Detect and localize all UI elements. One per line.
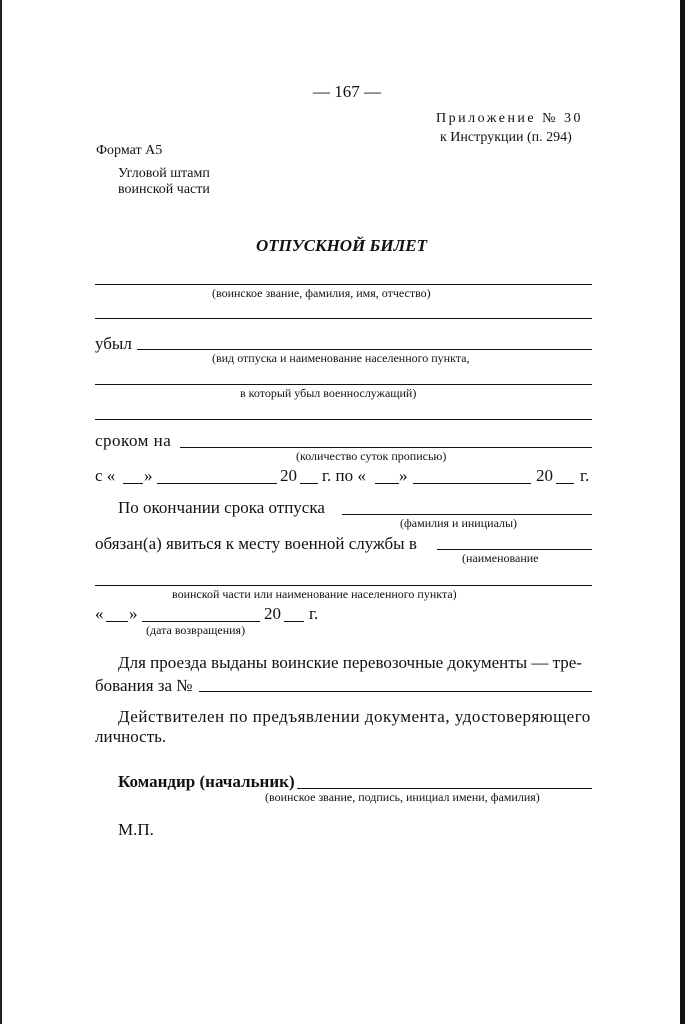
to-year-suffix: г.: [580, 466, 590, 485]
return-month-line: [142, 621, 260, 622]
to-year-prefix: 20: [536, 466, 553, 485]
destination-line: [95, 384, 592, 385]
return-caption: (дата возвращения): [146, 623, 246, 637]
page-number: — 167 —: [313, 82, 381, 101]
days-line: [180, 447, 592, 448]
from-year-prefix: 20: [280, 466, 297, 485]
to-day-line: [375, 483, 399, 484]
leave-type-line: [137, 349, 592, 350]
page-left-edge: [0, 0, 2, 1024]
from-quote-close: »: [144, 466, 153, 485]
from-day-line: [123, 483, 143, 484]
appendix-reference: к Инструкции (п. 294): [440, 130, 572, 145]
to-month-line: [413, 483, 531, 484]
departed-label: убыл: [95, 334, 132, 353]
rank-name-line: [95, 284, 592, 285]
return-quote-close: »: [129, 604, 138, 623]
transport-line-1: Для проезда выданы воинские перевозочные документы — тре-: [118, 653, 582, 672]
unit-line: [95, 585, 592, 586]
from-prefix: с «: [95, 466, 116, 485]
stamp-line-2: воинской части: [118, 182, 210, 197]
blank-line: [95, 318, 592, 319]
from-year-line: [300, 483, 318, 484]
days-caption: (количество суток прописью): [296, 449, 447, 463]
commander-label: Командир (начальник): [118, 772, 295, 791]
name-caption: (наименование: [462, 551, 539, 565]
initials-line: [342, 514, 592, 515]
appendix-label: Приложение № 30: [436, 111, 583, 126]
return-day-line: [106, 621, 128, 622]
stamp-line-1: Угловой штамп: [118, 166, 210, 181]
unit-caption: воинской части или наименование населенного пункта): [172, 587, 457, 601]
page-right-edge: [680, 0, 685, 1024]
corner-stamp-label: [118, 166, 210, 198]
leave-type-caption: (вид отпуска и наименование населенного пункта,: [212, 351, 470, 365]
format-label: Формат А5: [96, 143, 163, 158]
to-prefix: г. по «: [322, 466, 366, 485]
term-label: сроком на: [95, 431, 172, 450]
transport-line-2: бования за №: [95, 676, 193, 695]
validity-line-1: Действителен по предъявлении документа, удостоверяющего: [118, 707, 591, 726]
return-year-suffix: г.: [309, 604, 319, 623]
end-of-leave-label: По окончании срока отпуска: [118, 498, 325, 517]
return-year-prefix: 20: [264, 604, 281, 623]
destination-caption: в который убыл военнослужащий): [240, 386, 417, 400]
requirement-number-line: [199, 691, 592, 692]
commander-caption: (воинское звание, подпись, инициал имени, фамилия): [265, 790, 540, 804]
validity-line-2: личность.: [95, 727, 167, 746]
return-quote-open: «: [95, 604, 104, 623]
to-quote-close: »: [399, 466, 408, 485]
document-title: ОТПУСКНОЙ БИЛЕТ: [256, 236, 427, 255]
rank-name-caption: (воинское звание, фамилия, имя, отчество): [212, 286, 431, 300]
name-line: [437, 549, 592, 550]
return-year-line: [284, 621, 304, 622]
from-month-line: [157, 483, 277, 484]
commander-signature-line: [297, 788, 592, 789]
initials-caption: (фамилия и инициалы): [400, 516, 518, 530]
blank-line-2: [95, 419, 592, 420]
seal-label: М.П.: [118, 820, 154, 839]
obliged-label: обязан(а) явиться к месту военной службы в: [95, 534, 417, 553]
to-year-line: [556, 483, 574, 484]
